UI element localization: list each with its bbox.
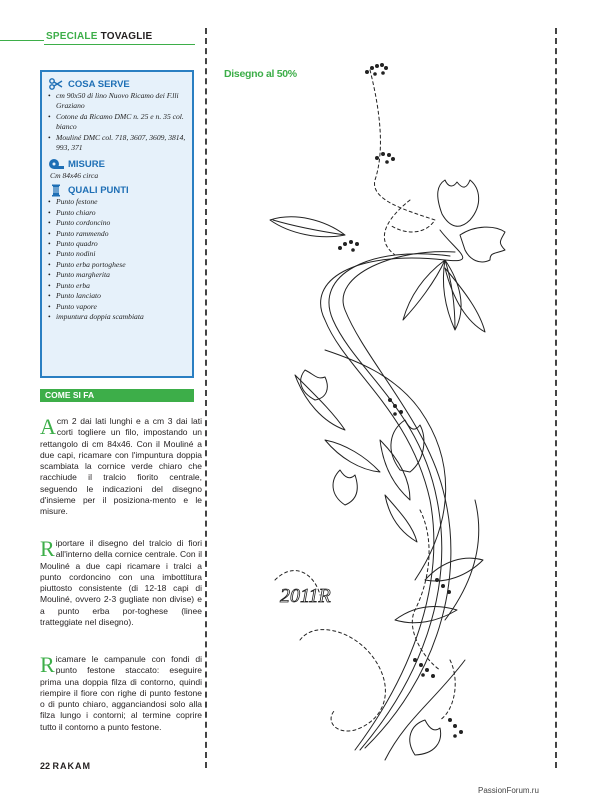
bellflower: [410, 720, 441, 755]
thread-spool-icon: [48, 184, 64, 196]
figure-scale-label: Disegno al 50%: [224, 68, 297, 80]
leaf: [295, 375, 345, 430]
dashed-vine: [300, 630, 385, 731]
come-si-fa-heading: COME SI FA: [40, 389, 194, 402]
leaf: [270, 217, 345, 237]
dashed-vine: [384, 200, 410, 255]
paragraph-text: iportare il disegno del tralcio di fiori all'interno della cornice centrale. Con il Mouliné a due capi ricamare i tralci a punto cordoncino con una imbottitura piuttosto consistente (di 12-18 capi di Mouliné, ovvero 2-3 gugliate non divise) e a punto erba por-toghese (linee tratteggiate nel disegno).: [40, 538, 202, 628]
leaf: [385, 495, 417, 542]
list-item: • Punto erba portoghese: [48, 260, 188, 270]
paragraph-text: icamare le campanule con fondi di punto festone staccato: eseguire prima una doppia filza di contorno, quindi riempire il fiore con righe di punto festone o di punto chiaro, agganciandosi solo alla filza lungo i contorni; al termine coprire tutto il contorno a punto festone.: [40, 654, 202, 732]
list-item: • Punto vapore: [48, 302, 188, 312]
bellflower: [333, 470, 357, 505]
list-item: • Cotone da Ricamo DMC n. 25 e n. 35 col. bianco: [48, 112, 188, 133]
magazine-name: RAKAM: [52, 761, 92, 771]
section-header: [46, 31, 152, 42]
quali-punti-heading: [48, 184, 188, 196]
french-knot-clusters: [338, 63, 463, 738]
leaf: [403, 260, 445, 320]
cosa-serve-label: COSA SERVE: [68, 78, 130, 90]
instructions-paragraph-2: [40, 538, 202, 628]
bellflower: [438, 180, 479, 226]
misure-heading: [48, 158, 188, 170]
leaf: [445, 268, 485, 332]
leaf: [395, 607, 457, 623]
misure-value: Cm 84x46 circa: [50, 171, 99, 181]
bellflower: [460, 227, 505, 262]
watermark: PassionForum.ru: [478, 786, 539, 795]
list-item: • Punto erba: [48, 281, 188, 291]
drop-cap: A: [40, 414, 56, 439]
list-item: • Punto lanciato: [48, 291, 188, 301]
list-item: • Punto margherita: [48, 270, 188, 280]
list-item: • Mouliné DMC col. 718, 3607, 3609, 3814, 993, 371: [48, 133, 188, 154]
list-item: • Punto rammendo: [48, 229, 188, 239]
list-item: • Punto cordoncino: [48, 218, 188, 228]
header-underline: [44, 44, 195, 45]
vine-stem: [321, 230, 463, 750]
misure-label: MISURE: [68, 158, 105, 170]
list-item: • Punto nodini: [48, 249, 188, 259]
vine-stem: [385, 660, 465, 760]
border-dash-right: [555, 28, 557, 768]
monogram: 2011R: [280, 585, 331, 607]
dashed-vine: [412, 510, 440, 670]
list-item: • Punto festone: [48, 197, 188, 207]
leaf: [325, 440, 380, 472]
dashed-vine: [440, 660, 455, 720]
leaf: [380, 440, 410, 500]
page-folio: [40, 761, 91, 771]
tape-measure-icon: [48, 158, 64, 170]
list-item: • Punto chiaro: [48, 208, 188, 218]
vine-stem: [445, 500, 479, 620]
page-number: 22: [40, 761, 51, 771]
stitches-list: [48, 197, 188, 322]
list-item: • Punto quadro: [48, 239, 188, 249]
drop-cap: R: [40, 652, 55, 677]
quali-punti-label: QUALI PUNTI: [68, 184, 129, 196]
section-label-speciale: SPECIALE: [46, 31, 98, 42]
embroidery-pattern-drawing: [205, 20, 550, 765]
section-label-tovaglie: TOVAGLIE: [100, 31, 153, 42]
vine-stem: [343, 252, 455, 748]
materials-box: [40, 70, 194, 378]
list-item: • cm 90x50 di lino Nuovo Ricamo dei F.lli Graziano: [48, 91, 188, 112]
cosa-serve-heading: [48, 78, 188, 90]
list-item: • impuntura doppia scambiata: [48, 312, 188, 322]
top-rule: [0, 40, 44, 41]
scissors-icon: [48, 78, 64, 90]
instructions-paragraph-3: [40, 654, 202, 733]
instructions-paragraph-1: [40, 416, 202, 518]
drop-cap: R: [40, 536, 55, 561]
paragraph-text: cm 2 dai lati lunghi e a cm 3 dai lati corti togliere un filo, impostando un rettangolo di cm 84x46. Con il Mouliné a due capi, ricamare con l'impuntura doppia scambiata la cornice verde chiaro che racchiude il tralcio fiorito centrale, seguendo le indicazioni del disegno d'insieme per il posiziona-mento e le misure.: [40, 416, 202, 517]
dashed-vine: [370, 70, 435, 232]
materials-list: [48, 91, 188, 153]
